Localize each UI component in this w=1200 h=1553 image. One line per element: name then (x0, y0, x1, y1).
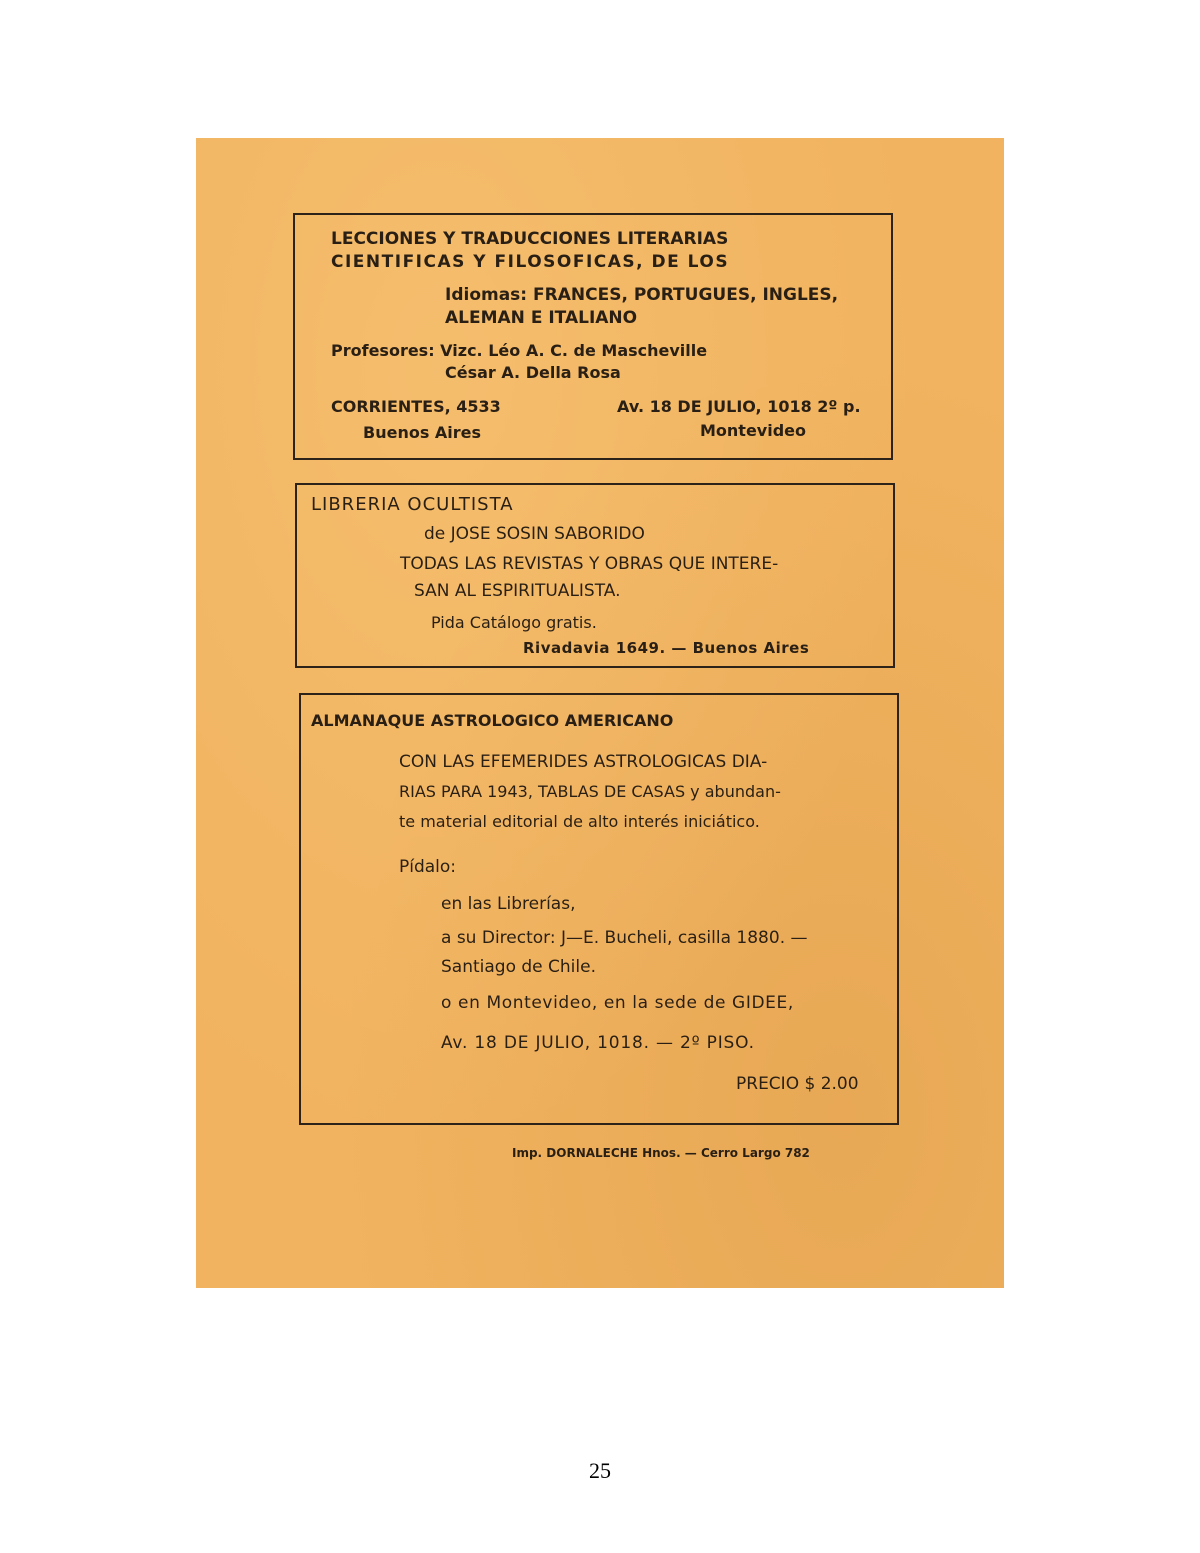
ad-almanaque (299, 693, 899, 1125)
ad1-address-right: Av. 18 DE JULIO, 1018 2º p. (617, 397, 861, 416)
ad3-desc1: CON LAS EFEMERIDES ASTROLOGICAS DIA- (399, 752, 768, 772)
ad1-city-left: Buenos Aires (363, 423, 482, 442)
ad3-option-librerias: en las Librerías, (441, 894, 576, 914)
ad1-address-left: CORRIENTES, 4533 (331, 397, 501, 416)
ad1-idiomas2: ALEMAN E ITALIANO (445, 308, 638, 328)
ad1-profesores1: Profesores: Vizc. Léo A. C. de Mascheville (331, 341, 708, 360)
ad3-desc3: te material editorial de alto interés iniciático. (399, 812, 760, 831)
ad3-option-address: Av. 18 DE JULIO, 1018. — 2º PISO. (441, 1033, 755, 1053)
ad3-pidalo: Pídalo: (399, 857, 457, 877)
ad3-title: ALMANAQUE ASTROLOGICO AMERICANO (311, 711, 674, 730)
ad3-option-santiago: Santiago de Chile. (441, 957, 596, 977)
ad2-desc1: TODAS LAS REVISTAS Y OBRAS QUE INTERE- (400, 554, 779, 574)
ad1-line2: CIENTIFICAS Y FILOSOFICAS, DE LOS (331, 252, 730, 272)
scanned-page (196, 138, 1004, 1288)
ad-libreria (295, 483, 895, 668)
ad2-desc2: SAN AL ESPIRITUALISTA. (414, 581, 621, 601)
ad2-title: LIBRERIA OCULTISTA (311, 494, 514, 515)
printer-imprint: Imp. DORNALECHE Hnos. — Cerro Largo 782 (512, 1146, 810, 1160)
ad1-idiomas1: Idiomas: FRANCES, PORTUGUES, INGLES, (445, 285, 839, 305)
ad1-profesores2: César A. Della Rosa (445, 363, 621, 382)
ad3-option-montevideo: o en Montevideo, en la sede de GIDEE, (441, 993, 794, 1013)
ad3-option-director: a su Director: J—E. Bucheli, casilla 1880. — (441, 928, 808, 948)
ad1-line1: LECCIONES Y TRADUCCIONES LITERARIAS (331, 229, 729, 249)
ad3-desc2: RIAS PARA 1943, TABLAS DE CASAS y abundan- (399, 782, 781, 801)
ad3-price: PRECIO $ 2.00 (736, 1074, 859, 1094)
ad2-owner: de JOSE SOSIN SABORIDO (424, 524, 645, 544)
page-number: 25 (589, 1458, 611, 1483)
ad2-address: Rivadavia 1649. — Buenos Aires (523, 639, 810, 657)
ad1-city-right: Montevideo (700, 421, 807, 440)
ad-lecciones (293, 213, 893, 460)
ad2-catalog: Pida Catálogo gratis. (431, 613, 597, 632)
